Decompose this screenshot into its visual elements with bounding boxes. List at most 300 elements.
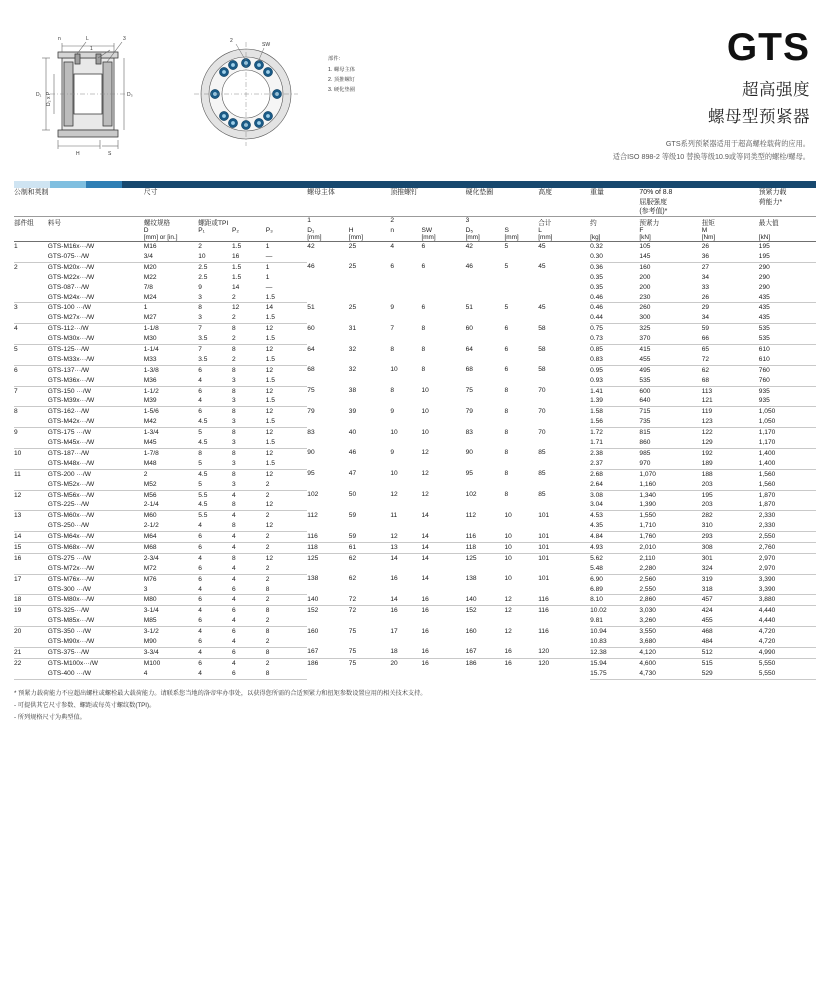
cell-weight: 0.95 <box>590 366 603 374</box>
cell-p3: 1.5 <box>266 396 308 406</box>
cell-thread-spec: 2-1/2 <box>144 521 198 531</box>
cell-d1: 75 <box>307 387 315 395</box>
th-part-group: 部件组 <box>14 220 34 228</box>
cell-n: 14 <box>390 554 398 562</box>
cell-thread-spec: 1 <box>143 304 148 312</box>
cell-ds: 42 <box>465 243 473 251</box>
cell-ds: 118 <box>466 542 505 553</box>
sym-m: M <box>701 227 708 235</box>
cell-part-number: GTS-M64x···/W <box>48 532 144 543</box>
cell-preload-force: 300 <box>639 313 701 323</box>
cell-sw: 8 <box>421 366 426 374</box>
cell-weight: 0.46 <box>590 293 639 303</box>
cell-sw: 14 <box>421 542 465 553</box>
cell-max-capacity: 3,880 <box>759 595 816 606</box>
cell-p1: 2.5 <box>198 273 208 281</box>
cell-weight: 3.04 <box>590 500 639 510</box>
cell-p1: 6 <box>198 616 232 626</box>
sym-d1: D₁ <box>307 227 315 235</box>
table-row <box>14 553 816 563</box>
cell-p1: 6 <box>198 408 202 416</box>
cell-thread-spec: M90 <box>144 637 198 647</box>
cell-p3: 2 <box>266 637 308 647</box>
cell-l: 101 <box>538 575 550 583</box>
svg-text:D₃: D₃ <box>127 92 133 98</box>
cell-sw: 14 <box>421 532 465 543</box>
cell-p3: 12 <box>265 366 274 374</box>
cell-n: 12 <box>390 491 398 498</box>
cell-part-group <box>14 669 48 679</box>
cell-preload-force: 1,760 <box>639 532 701 543</box>
cell-ds: 60 <box>465 324 473 332</box>
cell-thread-spec: M24 <box>144 293 198 303</box>
cell-preload-force: 230 <box>639 293 701 303</box>
cell-p3: 2 <box>265 512 270 520</box>
cell-weight: 0.75 <box>590 325 603 333</box>
th-preload: 预紧力 <box>639 220 660 228</box>
cell-part-number: GTS-087···/W <box>47 283 90 291</box>
cell-p3: 1.5 <box>266 417 308 427</box>
cell-max-capacity: 1,170 <box>758 429 776 437</box>
cell-ds: 186 <box>465 659 477 667</box>
cell-s: 12 <box>504 595 538 606</box>
header-row-groups <box>14 188 816 197</box>
cell-part-number: GTS-M24x···/W <box>48 293 144 303</box>
cell-part-number: GTS-225···/W <box>48 500 144 510</box>
cell-p1: 9 <box>198 283 202 291</box>
cell-p3: 2 <box>266 532 308 543</box>
unit-s: [mm] <box>504 234 519 242</box>
cell-part-group: 11 <box>14 470 21 478</box>
cell-h: 72 <box>348 607 357 615</box>
cell-d1: 167 <box>307 647 349 658</box>
cell-p1: 3.5 <box>198 355 232 365</box>
cell-max-capacity: 290 <box>758 283 770 291</box>
technical-drawings <box>14 28 434 163</box>
cell-p2: 3 <box>232 396 266 406</box>
cell-thread-spec: 1-1/4 <box>143 346 159 354</box>
cell-thread-spec: M60 <box>143 512 157 520</box>
cell-thread-spec: M76 <box>143 575 157 583</box>
cell-part-group: 2 <box>14 263 18 271</box>
cell-weight: 4.93 <box>590 542 639 553</box>
sym-n: n <box>390 227 394 235</box>
cell-p2: 4 <box>232 616 266 626</box>
table-row <box>14 469 816 479</box>
cell-h: 46 <box>348 449 357 457</box>
cell-part-group: 6 <box>14 366 18 374</box>
cell-ds: 140 <box>466 595 505 606</box>
cell-l: 120 <box>538 659 550 667</box>
cell-torque: 34 <box>702 313 759 323</box>
cell-l: 116 <box>538 627 549 635</box>
cell-n: 9 <box>390 407 394 415</box>
cell-thread-spec: 2 <box>143 470 148 478</box>
cell-torque: 113 <box>701 387 713 395</box>
cell-d1: 95 <box>307 470 315 478</box>
th-nut-body: 螺母主体 <box>307 189 335 197</box>
accent-swatch-2 <box>50 181 86 188</box>
cell-sw: 14 <box>421 575 429 583</box>
cell-weight: 1.41 <box>590 387 603 395</box>
cell-s: 16 <box>504 659 512 667</box>
cell-part-number: GTS-M22x···/W <box>47 273 95 281</box>
cell-part-group <box>14 355 48 365</box>
cell-p2: 8 <box>231 449 236 457</box>
cell-max-capacity: 195 <box>758 243 770 251</box>
subtitle-line-2: 螺母型预紧器 <box>708 108 810 126</box>
th-col-1: 1 <box>307 217 311 225</box>
cell-part-number: GTS-M20x···/W <box>47 263 95 271</box>
cell-p1: 8 <box>198 304 202 312</box>
cell-preload-force: 1,390 <box>639 500 701 510</box>
unit-h: [mm] <box>348 234 363 242</box>
th-part-number: 料号 <box>47 220 61 228</box>
cell-weight: 5.62 <box>590 554 603 562</box>
cell-preload-force: 2,860 <box>639 595 701 606</box>
cell-p2: 3 <box>232 438 266 448</box>
cell-part-number: GTS-200 ···/W <box>47 470 91 478</box>
cell-p1: 4.5 <box>198 500 232 510</box>
cell-preload-force: 600 <box>639 387 651 395</box>
th-yield-70: 70% of 8.8 <box>639 189 673 197</box>
cell-preload-force: 3,680 <box>639 637 701 647</box>
cell-torque: 122 <box>701 429 713 437</box>
th-approx: 约 <box>590 220 597 228</box>
cell-max-capacity: 760 <box>758 366 770 374</box>
cell-s: 12 <box>504 607 512 615</box>
cell-weight: 2.38 <box>590 449 603 457</box>
cell-weight: 5.48 <box>590 564 639 574</box>
cell-preload-force: 3,550 <box>639 628 656 636</box>
cell-part-group <box>14 252 48 262</box>
cell-p1: 4 <box>198 396 232 406</box>
cell-p3: 8 <box>266 669 308 679</box>
cell-torque: 203 <box>702 500 759 510</box>
cell-p2: 3 <box>232 480 266 490</box>
cell-p3: 2 <box>266 616 308 626</box>
cell-preload-force: 2,010 <box>639 542 701 553</box>
cell-p2: 4 <box>232 637 266 647</box>
footnote-1: * 预紧力载荷能力不应超出螺柱或螺栓最大载荷能力。请联系您当地的洛帝牢办事处，以获得您所需的合适预紧力和扭矩参数设置应用的相关技术支持。 <box>14 689 427 697</box>
cell-part-group: 7 <box>14 387 18 395</box>
cell-p3: 12 <box>265 346 274 354</box>
cell-weight: 2.64 <box>590 480 639 490</box>
cell-preload-force: 1,160 <box>639 480 701 490</box>
sym-s: S <box>504 227 509 235</box>
cell-weight: 1.71 <box>590 438 639 448</box>
sym-p3: P₃ <box>265 227 273 235</box>
cell-n: 10 <box>390 366 398 374</box>
cell-max-capacity: 3,390 <box>759 585 816 595</box>
cell-part-group <box>14 438 48 448</box>
cell-preload-force: 260 <box>639 304 651 312</box>
cell-preload-force: 325 <box>639 325 651 333</box>
cell-thread-spec: M27 <box>144 313 198 323</box>
cell-thread-spec: 1-1/8 <box>143 325 159 333</box>
cell-h: 31 <box>348 324 357 332</box>
cell-h: 75 <box>348 659 357 667</box>
cell-s: 5 <box>504 243 509 251</box>
cell-sw: 16 <box>421 647 465 658</box>
cell-part-group: 14 <box>14 532 48 543</box>
front-view-drawing <box>178 28 318 163</box>
cell-p2: 4 <box>232 595 266 606</box>
cell-p1: 5.5 <box>198 512 208 520</box>
cell-l: 45 <box>538 303 546 311</box>
cell-p1: 3.5 <box>198 334 232 344</box>
cell-torque: 121 <box>702 396 759 406</box>
th-thread-spec: 螺纹规格 <box>143 220 171 228</box>
cell-p2: 3 <box>232 417 266 427</box>
cell-l: 120 <box>538 647 590 658</box>
table-row <box>14 324 816 334</box>
cell-weight: 0.36 <box>590 263 603 271</box>
cell-preload-force: 415 <box>639 346 651 354</box>
cell-part-number: GTS-M85x···/W <box>48 616 144 626</box>
cell-weight: 0.46 <box>590 304 603 312</box>
cell-max-capacity: 1,050 <box>759 417 816 427</box>
cell-max-capacity: 4,440 <box>759 616 816 626</box>
cell-torque: 203 <box>702 480 759 490</box>
cell-part-group <box>14 637 48 647</box>
cell-p1: 4.5 <box>198 417 232 427</box>
cell-thread-spec: M39 <box>144 396 198 406</box>
cell-n: 11 <box>390 511 398 519</box>
cell-p3: 2 <box>265 575 270 583</box>
unit-d1: [mm] <box>307 234 322 242</box>
cell-p2: 8 <box>231 387 236 395</box>
table-row <box>14 345 816 355</box>
cell-p3: — <box>266 252 308 262</box>
cell-weight: 0.32 <box>590 243 603 251</box>
cell-max-capacity: 760 <box>759 376 816 386</box>
cell-s: 8 <box>504 491 509 498</box>
page-header <box>14 0 816 169</box>
header-row-groups-2 <box>14 198 816 207</box>
footnote-3: - 所列规格尺寸为典型值。 <box>14 713 86 721</box>
cell-part-number: GTS-275 ···/W <box>47 554 91 562</box>
cell-d1: 46 <box>307 263 315 271</box>
cell-preload-force: 735 <box>639 417 701 427</box>
cell-weight: 4.35 <box>590 521 639 531</box>
cell-p1: 4 <box>198 521 232 531</box>
cell-sw: 10 <box>421 407 429 415</box>
cell-s: 6 <box>504 366 509 374</box>
cell-l: 85 <box>538 491 546 498</box>
cell-weight: 1.58 <box>590 408 603 416</box>
cell-part-group <box>14 376 48 386</box>
th-hardened-washer: 硬化垫圈 <box>465 189 494 197</box>
cell-part-number: GTS-112···/W <box>47 325 89 333</box>
cell-torque: 68 <box>702 376 759 386</box>
cell-preload-force: 495 <box>639 366 651 374</box>
sym-h: H <box>348 227 354 235</box>
cell-p3: 12 <box>265 325 274 333</box>
cell-part-group <box>14 480 48 490</box>
cell-preload-force: 145 <box>639 252 701 262</box>
unit-f: [kN] <box>639 234 651 242</box>
unit-ds: [mm] <box>465 234 480 242</box>
cell-l: 101 <box>538 542 590 553</box>
cell-preload-force: 985 <box>639 449 651 457</box>
unit-m: [Nm] <box>701 234 716 242</box>
cell-p1: 3 <box>198 293 232 303</box>
cell-s: 10 <box>504 575 512 583</box>
cell-p2: 12 <box>231 304 240 312</box>
cell-l: 101 <box>538 532 590 543</box>
sym-ds: D₅ <box>465 227 473 235</box>
cell-p2: 2 <box>232 313 266 323</box>
cell-preload-force: 3,030 <box>639 607 656 615</box>
cell-ds: 167 <box>466 647 505 658</box>
cell-p3: 12 <box>265 449 274 457</box>
cell-max-capacity: 2,760 <box>759 542 816 553</box>
cell-ds: 64 <box>465 345 473 353</box>
legend-item: 3. 硬化垫圈 <box>328 87 356 94</box>
cell-l: 116 <box>538 607 549 615</box>
cell-sw: 16 <box>421 659 429 667</box>
cell-preload-force: 4,600 <box>639 659 656 667</box>
cell-max-capacity: 935 <box>758 387 770 395</box>
cell-thread-spec: M22 <box>143 273 157 281</box>
cell-torque: 72 <box>702 355 759 365</box>
cell-ds: 51 <box>465 303 473 311</box>
cell-weight: 10.94 <box>590 628 607 636</box>
cell-sw: 14 <box>421 554 429 562</box>
th-pitch-tpi: 螺距或TPI <box>198 220 229 228</box>
cell-d1: 125 <box>307 554 319 562</box>
cell-p1: 6 <box>198 575 202 583</box>
cell-p3: 1 <box>265 273 270 281</box>
cell-weight: 8.10 <box>590 595 639 606</box>
cell-weight: 0.35 <box>590 273 603 281</box>
cell-l: 45 <box>538 243 546 251</box>
cell-thread-spec: M80 <box>144 595 198 606</box>
cell-l: 85 <box>538 449 546 457</box>
unit-kg: [kg] <box>590 234 601 242</box>
cell-p2: 6 <box>232 585 266 595</box>
cell-torque: 457 <box>702 595 759 606</box>
cell-d1: 112 <box>307 511 318 519</box>
cell-p2: 4 <box>231 659 236 667</box>
cell-max-capacity: 2,970 <box>758 554 776 562</box>
cell-p1: 4 <box>198 376 232 386</box>
cell-torque: 119 <box>701 408 713 416</box>
cell-thread-spec: M33 <box>144 355 198 365</box>
th-preload-capacity-1: 预紧力载 <box>758 189 787 197</box>
cell-weight: 6.89 <box>590 585 639 595</box>
cell-p3: 8 <box>266 585 308 595</box>
cell-h: 72 <box>349 595 391 606</box>
cell-d1: 116 <box>307 532 349 543</box>
cell-sw: 16 <box>421 627 429 635</box>
cell-h: 75 <box>348 627 357 635</box>
cell-ds: 46 <box>465 263 473 271</box>
cell-thread-spec: 1-7/8 <box>143 449 159 457</box>
table-row <box>14 606 816 616</box>
cell-p3: 2 <box>265 659 270 667</box>
cell-p1: 5 <box>198 429 202 437</box>
cell-part-group <box>14 283 48 293</box>
cell-p3: 1.5 <box>266 334 308 344</box>
cell-p3: 8 <box>265 628 270 636</box>
table-row <box>14 532 816 543</box>
cell-weight: 10.83 <box>590 637 639 647</box>
cell-torque: 455 <box>702 616 759 626</box>
table-row <box>14 542 816 553</box>
cell-p3: 12 <box>265 554 274 562</box>
cell-preload-force: 2,550 <box>639 585 701 595</box>
cell-p2: 4 <box>232 532 266 543</box>
cell-h: 25 <box>348 303 357 311</box>
table-body <box>14 242 816 679</box>
cell-torque: 484 <box>702 637 759 647</box>
cell-l: 45 <box>538 263 546 271</box>
table-row <box>14 407 816 417</box>
svg-text:2: 2 <box>230 38 233 44</box>
cell-torque: 26 <box>701 243 710 251</box>
cell-part-number: GTS-M72x···/W <box>48 564 144 574</box>
cell-n: 14 <box>390 595 421 606</box>
cell-thread-spec: M20 <box>143 263 157 271</box>
cell-part-number: GTS-M100x···/W <box>47 659 98 667</box>
cell-part-group: 12 <box>14 491 22 499</box>
cell-preload-force: 4,730 <box>639 669 701 679</box>
cell-l: 101 <box>538 554 550 562</box>
cell-weight: 1.39 <box>590 396 639 406</box>
cell-p2: 3 <box>232 459 266 469</box>
sectional-view-drawing <box>28 28 168 163</box>
cell-n: 6 <box>390 263 394 271</box>
unit-d: [mm] or [in.] <box>143 234 178 242</box>
cell-p3: 2 <box>266 595 308 606</box>
cell-thread-spec: M85 <box>144 616 198 626</box>
cell-max-capacity: 4,990 <box>759 647 816 658</box>
cell-part-group <box>14 313 48 323</box>
cell-preload-force: 105 <box>639 243 651 251</box>
header-row-groups-3 <box>14 207 816 217</box>
cell-torque: 529 <box>702 669 759 679</box>
cell-p3: 12 <box>265 429 274 437</box>
cell-weight: 0.85 <box>590 346 603 354</box>
cell-weight: 12.38 <box>590 647 639 658</box>
cell-weight: 2.68 <box>590 470 603 478</box>
cell-thread-spec: 3-1/4 <box>143 607 159 615</box>
cell-p2: 4 <box>231 491 236 499</box>
cell-thread-spec: 1-3/4 <box>143 429 159 437</box>
accent-swatch-4 <box>122 181 816 188</box>
cell-preload-force: 1,710 <box>639 521 701 531</box>
cell-weight: 6.90 <box>590 575 603 583</box>
cell-d1: 42 <box>307 243 315 251</box>
cell-torque: 36 <box>702 252 759 262</box>
cell-p1: 2.5 <box>198 263 208 271</box>
cell-max-capacity: 1,870 <box>759 500 816 510</box>
sym-l: L <box>538 227 542 235</box>
cell-ds: 95 <box>465 470 473 478</box>
legend-title: 部件: <box>328 56 341 62</box>
cell-part-group: 10 <box>14 449 22 457</box>
cell-max-capacity: 435 <box>759 293 816 303</box>
cell-preload-force: 815 <box>639 429 651 437</box>
cell-part-group <box>14 417 48 427</box>
cell-p1: 6 <box>198 637 232 647</box>
cell-p3: 1.5 <box>266 459 308 469</box>
cell-max-capacity: 5,550 <box>758 659 776 667</box>
cell-l: 70 <box>538 407 546 415</box>
header-row-symbols <box>14 227 816 234</box>
